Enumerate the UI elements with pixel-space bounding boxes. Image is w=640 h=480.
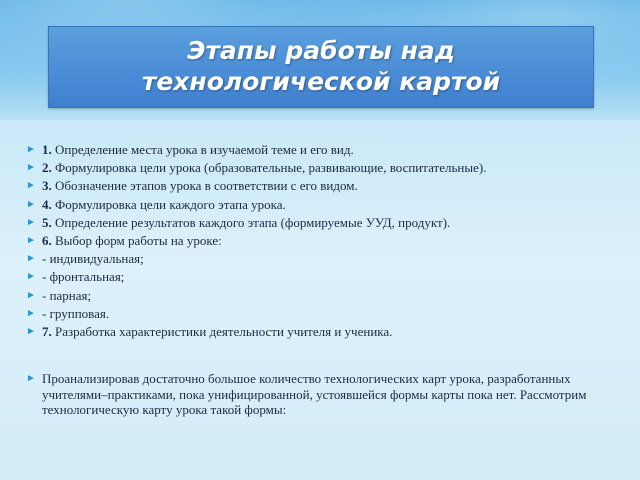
item-text: - индивидуальная; [42, 251, 144, 267]
triangle-bullet-icon: ► [26, 216, 36, 228]
item-number: 2. [42, 160, 52, 176]
item-number: 7. [42, 323, 52, 339]
triangle-bullet-icon: ► [26, 198, 36, 210]
triangle-bullet-icon: ► [26, 325, 36, 337]
triangle-bullet-icon: ► [26, 253, 36, 265]
item-number: 3. [42, 178, 52, 194]
title-line-2: технологической картой [141, 67, 501, 96]
list-item [26, 287, 616, 305]
item-text: Разработка характеристики деятельности учителя и ученика. [51, 323, 393, 339]
list-item [26, 268, 616, 286]
item-text: Определение результатов каждого этапа (формируемые УУД, продукт). [51, 214, 451, 230]
item-text: Выбор форм работы на уроке: [51, 232, 222, 248]
list-item [26, 159, 616, 177]
list-item [26, 250, 616, 268]
item-number: 4. [42, 196, 52, 212]
title-line-1: Этапы работы над [187, 36, 455, 65]
triangle-bullet-icon: ► [26, 234, 36, 246]
list-item [26, 232, 616, 250]
item-text: Определение места урока в изучаемой теме и его вид. [51, 142, 354, 157]
item-number: 1. [42, 142, 52, 157]
list-item [26, 196, 616, 214]
list-item [26, 141, 616, 159]
list-item [26, 177, 616, 195]
triangle-bullet-icon: ► [26, 307, 36, 319]
triangle-bullet-icon: ► [26, 162, 36, 174]
list-item [26, 323, 616, 341]
triangle-bullet-icon: ► [26, 271, 36, 283]
list-item [26, 305, 616, 323]
slide-title [49, 35, 593, 97]
item-text: - фронтальная; [42, 269, 125, 285]
item-text: - групповая. [42, 305, 110, 321]
item-text: Формулировка цели каждого этапа урока. [51, 196, 286, 212]
triangle-bullet-icon: ► [26, 144, 36, 155]
item-text: Обозначение этапов урока в соответствии с его видом. [51, 178, 358, 194]
item-number: 5. [42, 214, 52, 230]
list-item [26, 214, 616, 232]
item-number: 6. [42, 232, 52, 248]
summary-text: Проанализировав достаточно большое количество технологических карт урока, разработанных учителями–практиками, пока унифицированной, устоявшейся формы карты пока нет. Рассмотрим технологическую карту урока такой формы: [42, 371, 587, 418]
bullet-list [26, 141, 616, 418]
triangle-bullet-icon: ► [26, 180, 36, 192]
triangle-bullet-icon: ► [26, 289, 36, 301]
summary-paragraph [26, 371, 616, 418]
triangle-bullet-icon: ► [26, 373, 36, 385]
list-spacer [26, 341, 616, 371]
title-box [48, 26, 594, 108]
item-text: Формулировка цели урока (образовательные, развивающие, воспитательные). [51, 160, 487, 176]
item-text: - парная; [42, 287, 92, 303]
